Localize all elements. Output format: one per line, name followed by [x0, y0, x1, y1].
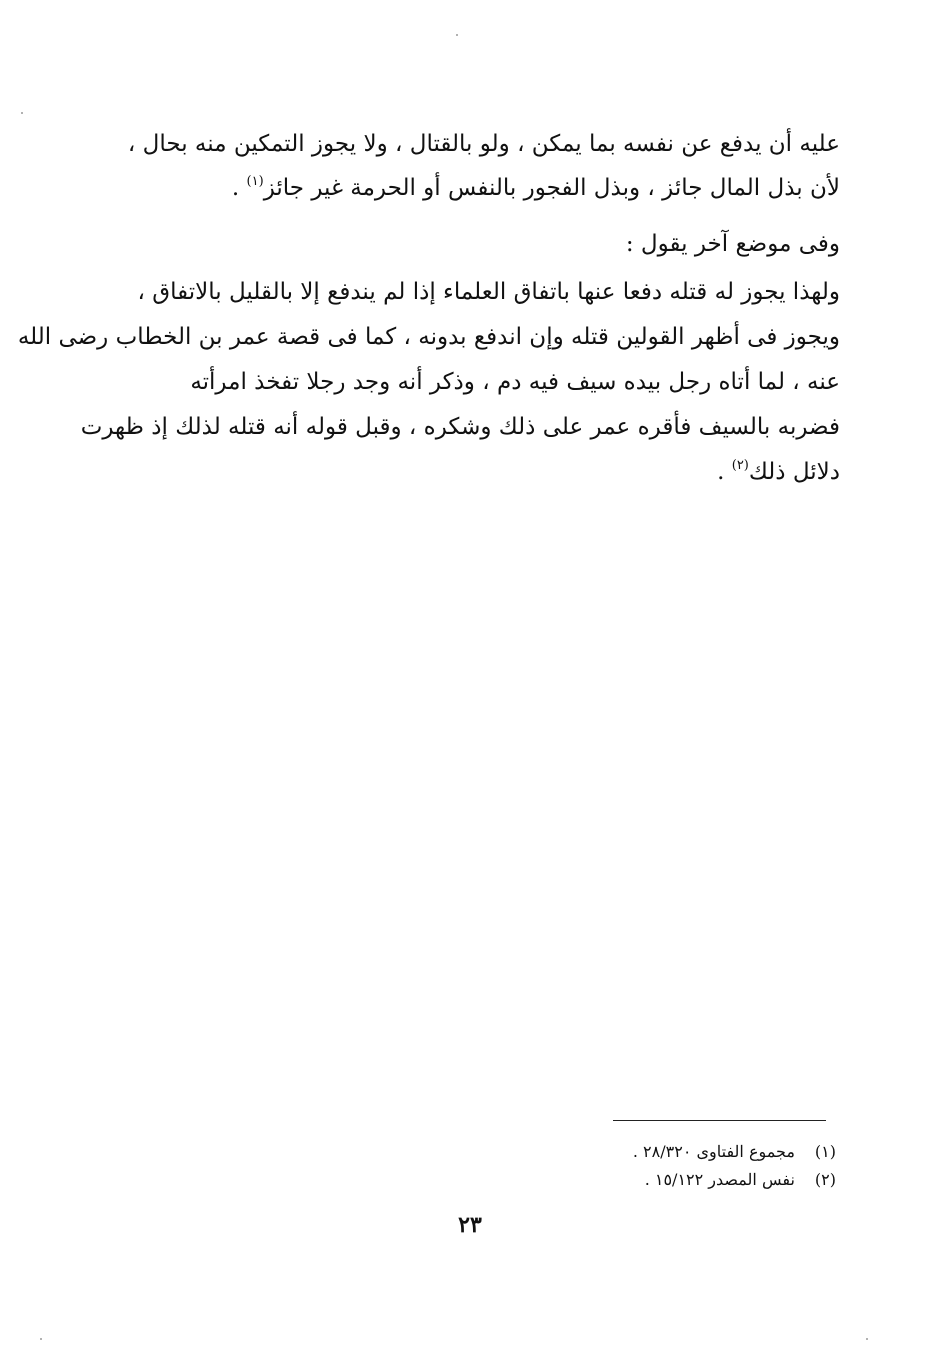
paragraph-2-end-period: . [717, 459, 732, 485]
intro-line-block [132, 222, 840, 266]
footnote-2-number: (٢) [814, 1170, 836, 1189]
footnote-divider [613, 1120, 826, 1121]
scan-speck [21, 112, 23, 114]
paragraph-1-end-period: . [231, 175, 247, 201]
paragraph-1-line-2-text: لأن بذل المال جائز ، وبذل الفجور بالنفس أو الحرمة غير جائز [263, 175, 840, 201]
scan-speck [40, 1338, 42, 1340]
paragraph-2 [17, 270, 840, 495]
footnote-1-number: (١) [814, 1142, 836, 1161]
footnote-ref-2: (٢) [731, 458, 749, 473]
paragraph-1-line-1: عليه أن يدفع عن نفسه بما يمكن ، ولو بالقتال ، ولا يجوز التمكين منه بحال ، [127, 131, 840, 157]
paragraph-1-line-2 [132, 166, 840, 210]
paragraph-2-line-3: عنه ، لما أتاه رجل بيده سيف فيه دم ، وذكر أنه وجد رجلا تفخذ امرأته [190, 369, 840, 395]
footnote-1-text: مجموع الفتاوى ٢٨/٣٢٠ . [632, 1142, 795, 1161]
page-number: ٢٣ [458, 1212, 482, 1238]
paragraph-1 [127, 122, 840, 210]
scan-speck [456, 34, 458, 36]
paragraph-2-line-4: فضربه بالسيف فأقره عمر على ذلك وشكره ، وقبل قوله أنه قتله لذلك إذ ظهرت [80, 414, 840, 440]
footnote-2 [560, 1166, 836, 1194]
paragraph-2-line-5-text: دلائل ذلك [748, 459, 840, 485]
footnotes [560, 1138, 836, 1194]
paragraph-2-line-5 [132, 450, 840, 495]
paragraph-2-line-2: ويجوز فى أظهر القولين قتله وإن اندفع بدونه ، كما فى قصة عمر بن الخطاب رضى الله [17, 324, 840, 350]
intro-line: وفى موضع آخر يقول : [625, 231, 840, 257]
footnote-2-text: نفس المصدر ١٥/١٢٢ . [644, 1170, 795, 1189]
scan-speck [866, 1338, 868, 1340]
footnote-ref-1: (١) [246, 174, 264, 189]
paragraph-2-line-1: ولهذا يجوز له قتله دفعا عنها باتفاق العلماء إذا لم يندفع إلا بالقليل بالاتفاق ، [137, 279, 840, 305]
footnote-1 [560, 1138, 836, 1166]
